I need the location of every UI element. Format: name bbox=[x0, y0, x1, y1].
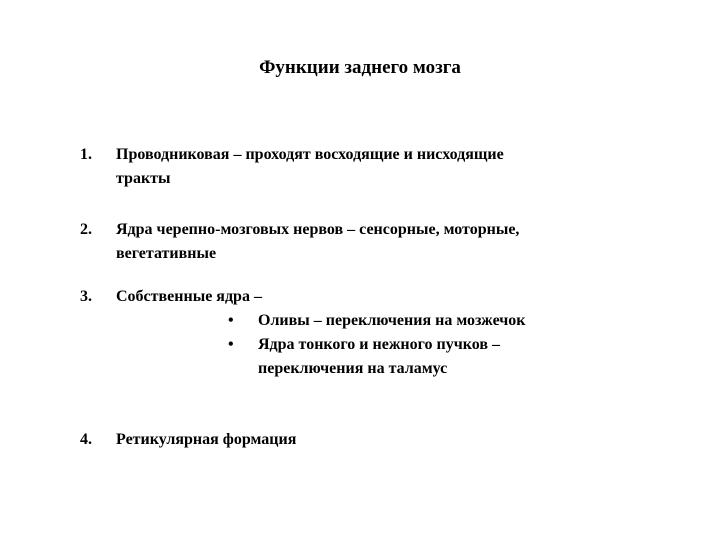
item-text bbox=[116, 218, 676, 266]
bullet-marker: • bbox=[228, 336, 234, 353]
slide-title: Функции заднего мозга bbox=[259, 57, 461, 78]
item-text bbox=[116, 285, 676, 309]
item-text-line: Ретикулярная формация bbox=[116, 431, 297, 448]
item-text-line: вегетативные bbox=[116, 245, 217, 262]
bullet-text-line: Ядра тонкого и нежного пучков – bbox=[258, 336, 501, 353]
bullet-text bbox=[258, 309, 638, 333]
item-number: 4. bbox=[80, 431, 92, 448]
item-text-line: тракты bbox=[116, 170, 171, 187]
bullet-marker: • bbox=[228, 312, 234, 329]
item-text-line: Ядра черепно-мозговых нервов – сенсорные, моторные, bbox=[116, 221, 520, 238]
item-number: 3. bbox=[80, 288, 92, 305]
item-number: 2. bbox=[80, 221, 92, 238]
bullet-text-line: Оливы – переключения на мозжечок bbox=[258, 312, 526, 329]
bullet-text bbox=[258, 333, 638, 381]
item-text bbox=[116, 428, 676, 452]
item-text-line: Проводниковая – проходят восходящие и нисходящие bbox=[116, 146, 504, 163]
bullet-text-line: переключения на таламус bbox=[258, 360, 448, 377]
item-number: 1. bbox=[80, 146, 92, 163]
item-text-line: Собственные ядра – bbox=[116, 288, 262, 305]
item-text bbox=[116, 143, 676, 191]
